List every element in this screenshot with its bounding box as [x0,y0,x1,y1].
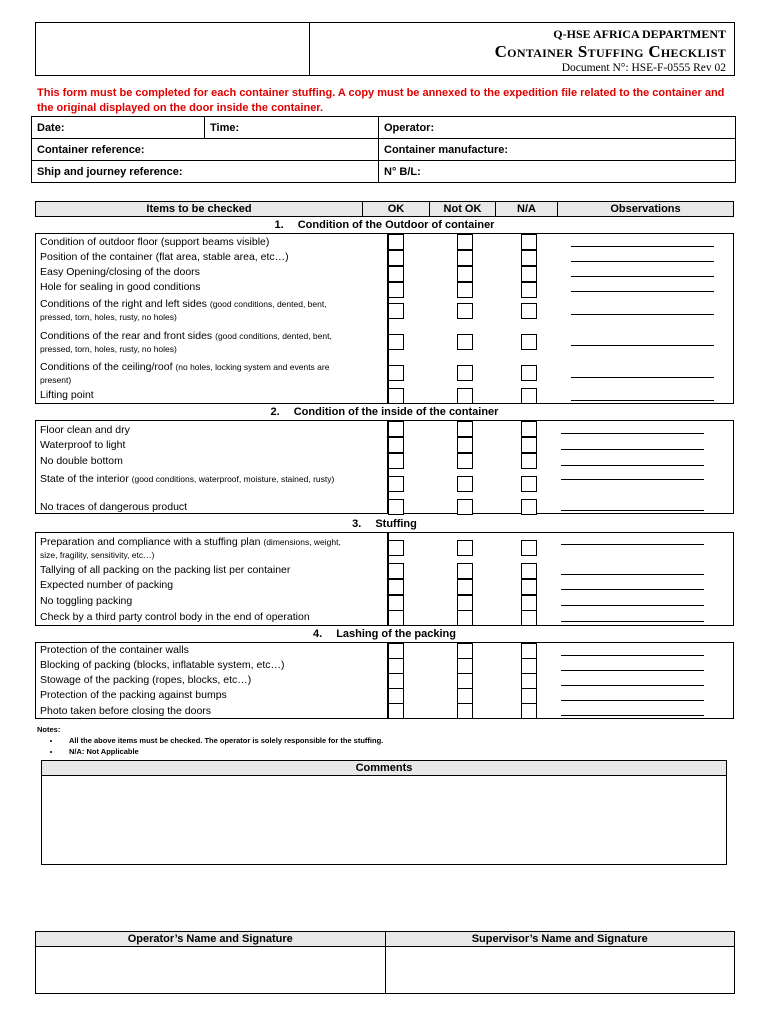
na-checkbox[interactable] [521,673,537,689]
section-number: 4. [313,628,323,640]
ok-checkbox[interactable] [388,250,404,266]
na-checkbox[interactable] [521,579,537,595]
ok-checkbox[interactable] [388,388,404,404]
not-ok-checkbox[interactable] [457,563,473,579]
comments-header: Comments [42,761,726,776]
ok-checkbox[interactable] [388,234,404,250]
not-ok-checkbox[interactable] [457,250,473,266]
date-field[interactable]: Date: [32,117,205,139]
section-4-box [35,642,734,719]
na-checkbox[interactable] [521,365,537,381]
na-checkbox[interactable] [521,303,537,319]
list-item: Protection of the container walls [40,644,189,656]
not-ok-checkbox[interactable] [457,540,473,556]
list-item: Blocking of packing (blocks, inflatable system, etc…) [40,659,285,671]
observation-line[interactable] [571,400,714,401]
list-item: Expected number of packing [40,579,174,591]
list-item: Waterproof to light [40,439,126,451]
na-checkbox[interactable] [521,658,537,674]
section-number: 2. [270,406,280,418]
not-ok-checkbox[interactable] [457,688,473,704]
list-item: Stowage of the packing (ropes, blocks, etc…) [40,674,252,686]
ok-checkbox[interactable] [388,579,404,595]
observation-line[interactable] [571,291,714,292]
list-item: Conditions of the right and left sides (good conditions, dented, bent, pressed, torn, holes, rusty, no holes) [40,298,327,322]
na-checkbox[interactable] [521,643,537,659]
col-na: N/A [496,202,558,216]
ok-checkbox[interactable] [388,563,404,579]
na-checkbox[interactable] [521,563,537,579]
not-ok-checkbox[interactable] [457,437,473,453]
ok-checkbox[interactable] [388,421,404,437]
info-table [31,116,736,183]
col-not-ok: Not OK [430,202,496,216]
list-item: Floor clean and dry [40,424,130,436]
section-label: Stuffing [375,518,417,530]
na-checkbox[interactable] [521,234,537,250]
na-checkbox[interactable] [521,540,537,556]
instruction-warning: This form must be completed for each container stuffing. A copy must be annexed to the expedition file related to the container and the original displayed on the door inside the container. [37,87,725,114]
na-checkbox[interactable] [521,499,537,515]
observation-line[interactable] [561,465,704,466]
list-item: Preparation and compliance with a stuffing plan (dimensions, weight, size, fragility, sensitivity, etc…) [40,536,341,560]
observation-line[interactable] [561,621,704,622]
list-item: No toggling packing [40,595,133,607]
document-number: Document N°: HSE-F-0555 Rev 02 [561,62,726,74]
observation-line[interactable] [561,685,704,686]
col-ok: OK [363,202,430,216]
list-item: Position of the container (flat area, stable area, etc…) [40,251,289,263]
list-item: No double bottom [40,455,123,467]
ok-checkbox[interactable] [388,437,404,453]
observation-line[interactable] [561,479,704,480]
observation-line[interactable] [561,510,704,511]
section-title [35,628,734,640]
section-title [35,219,734,231]
na-checkbox[interactable] [521,688,537,704]
not-ok-checkbox[interactable] [457,234,473,250]
list-item: Tallying of all packing on the packing list per container [40,564,291,576]
observation-line[interactable] [561,574,704,575]
ok-checkbox[interactable] [388,643,404,659]
not-ok-checkbox[interactable] [457,595,473,611]
list-item: Conditions of the rear and front sides (good conditions, dented, bent, pressed, torn, holes, rusty, no holes) [40,330,332,354]
na-checkbox[interactable] [521,334,537,350]
ok-checkbox[interactable] [388,334,404,350]
logo-cell [36,23,310,75]
supervisor-signature-label: Supervisor’s Name and Signature [386,932,735,947]
na-checkbox[interactable] [521,421,537,437]
time-field[interactable]: Time: [205,117,379,139]
ok-checkbox[interactable] [388,499,404,515]
list-item: Protection of the packing against bumps [40,689,227,701]
section-number: 1. [274,219,284,231]
observation-line[interactable] [561,589,704,590]
observation-line[interactable] [571,246,714,247]
not-ok-checkbox[interactable] [457,365,473,381]
container-reference-field[interactable]: Container reference: [32,139,379,161]
observation-line[interactable] [571,261,714,262]
observation-line[interactable] [561,544,704,545]
section-2-box [35,420,734,514]
not-ok-checkbox[interactable] [457,282,473,298]
not-ok-checkbox[interactable] [457,476,473,492]
na-checkbox[interactable] [521,610,537,626]
na-checkbox[interactable] [521,388,537,404]
list-item: Photo taken before closing the doors [40,705,212,717]
list-item: Conditions of the ceiling/roof (no holes, locking system and events are present) [40,361,330,385]
supervisor-signature-cell[interactable] [386,932,735,993]
not-ok-checkbox[interactable] [457,388,473,404]
observation-line[interactable] [561,700,704,701]
container-manufacture-field[interactable]: Container manufacture: [379,139,736,161]
observation-line[interactable] [561,605,704,606]
note-item: • All the above items must be checked. The operator is solely responsible for the stuffing. [61,735,383,746]
section-label: Condition of the inside of the container [293,406,499,418]
na-checkbox[interactable] [521,476,537,492]
list-item: Condition of outdoor floor (support beams visible) [40,236,270,248]
observation-line[interactable] [561,655,704,656]
ok-checkbox[interactable] [388,595,404,611]
not-ok-checkbox[interactable] [457,303,473,319]
list-item: Lifting point [40,389,94,401]
not-ok-checkbox[interactable] [457,334,473,350]
signature-table [35,931,735,994]
not-ok-checkbox[interactable] [457,499,473,515]
na-checkbox[interactable] [521,282,537,298]
section-1-box [35,233,734,404]
na-checkbox[interactable] [521,437,537,453]
na-checkbox[interactable] [521,453,537,469]
ok-checkbox[interactable] [388,610,404,626]
operator-signature-cell[interactable] [36,932,386,993]
operator-field[interactable]: Operator: [379,117,736,139]
observation-line[interactable] [571,276,714,277]
not-ok-checkbox[interactable] [457,579,473,595]
col-items: Items to be checked [36,202,363,216]
list-item: No traces of dangerous product [40,501,188,513]
ok-checkbox[interactable] [388,282,404,298]
document-header [35,22,735,76]
section-number: 3. [352,518,362,530]
list-item: Check by a third party control body in the end of operation [40,611,310,623]
ok-checkbox[interactable] [388,540,404,556]
not-ok-checkbox[interactable] [457,643,473,659]
list-item: Easy Opening/closing of the doors [40,266,200,278]
not-ok-checkbox[interactable] [457,658,473,674]
list-item: State of the interior (good conditions, waterproof, moisture, stained, rusty) [40,473,335,485]
not-ok-checkbox[interactable] [457,703,473,719]
ok-checkbox[interactable] [388,658,404,674]
ship-journey-field[interactable]: Ship and journey reference: [32,161,379,183]
ok-checkbox[interactable] [388,303,404,319]
observation-line[interactable] [571,314,714,315]
observation-line[interactable] [561,670,704,671]
section-label: Condition of the Outdoor of container [297,219,495,231]
ok-checkbox[interactable] [388,365,404,381]
list-item: Hole for sealing in good conditions [40,281,201,293]
na-checkbox[interactable] [521,703,537,719]
not-ok-checkbox[interactable] [457,421,473,437]
observation-line[interactable] [561,433,704,434]
notes [37,724,383,757]
not-ok-checkbox[interactable] [457,266,473,282]
na-checkbox[interactable] [521,595,537,611]
section-3-box [35,532,734,626]
ok-checkbox[interactable] [388,266,404,282]
ok-checkbox[interactable] [388,703,404,719]
checklist-header [35,201,734,217]
note-item: • N/A: Not Applicable [61,746,383,757]
col-observations: Observations [610,203,681,215]
ok-checkbox[interactable] [388,673,404,689]
not-ok-checkbox[interactable] [457,610,473,626]
operator-signature-label: Operator’s Name and Signature [36,932,385,947]
na-checkbox[interactable] [521,266,537,282]
section-title [35,518,734,530]
ok-checkbox[interactable] [388,476,404,492]
section-label: Lashing of the packing [336,628,456,640]
not-ok-checkbox[interactable] [457,673,473,689]
ok-checkbox[interactable] [388,453,404,469]
section-title [35,406,734,418]
not-ok-checkbox[interactable] [457,453,473,469]
notes-label: Notes: [37,725,61,734]
bl-number-field[interactable]: N° B/L: [379,161,736,183]
observation-line[interactable] [561,715,704,716]
observation-line[interactable] [561,449,704,450]
na-checkbox[interactable] [521,250,537,266]
comments-box[interactable] [41,760,727,865]
document-title: Container Stuffing Checklist [494,42,726,61]
observation-line[interactable] [571,377,714,378]
ok-checkbox[interactable] [388,688,404,704]
department-name: Q-HSE AFRICA DEPARTMENT [553,27,726,41]
observation-line[interactable] [571,345,714,346]
